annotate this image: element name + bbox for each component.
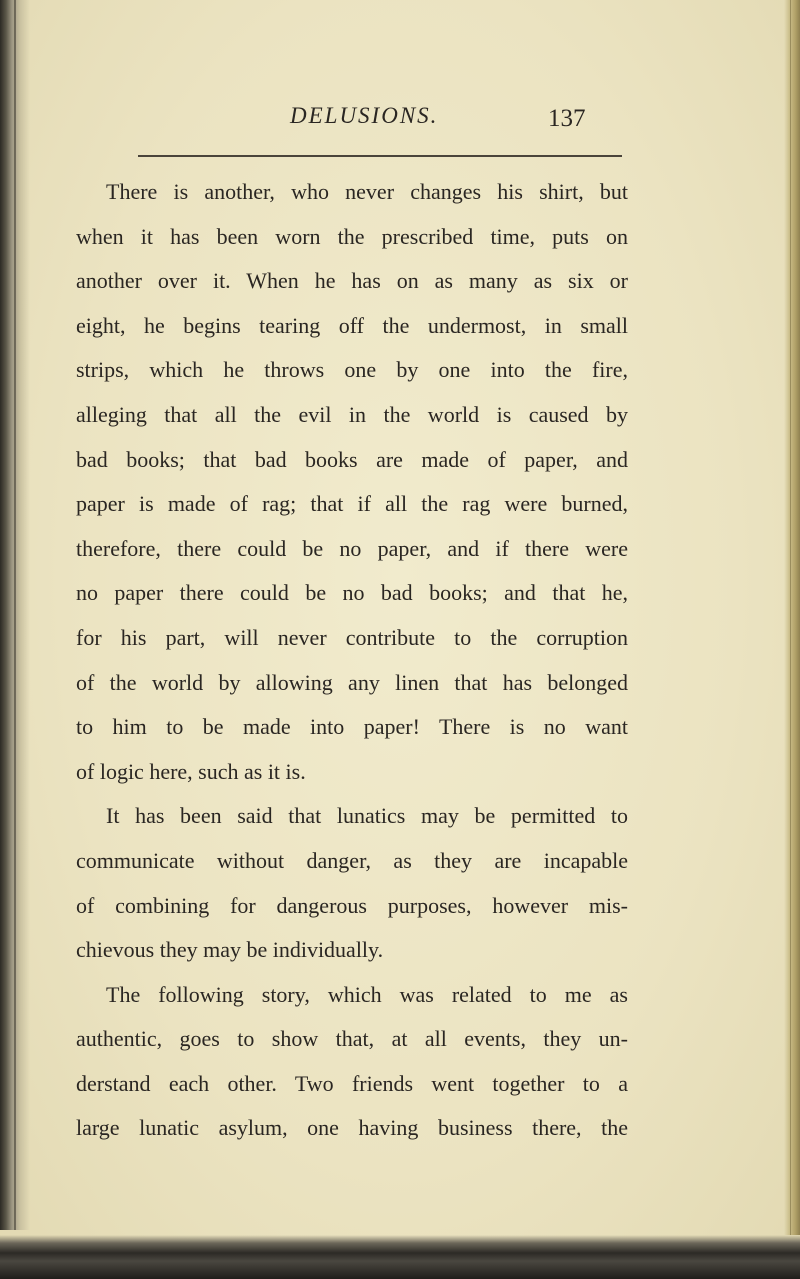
binding-line xyxy=(14,0,16,1230)
text-line: derstand each other. Two friends went together to a xyxy=(76,1070,628,1096)
running-title: DELUSIONS. xyxy=(290,103,439,128)
page-edge-line xyxy=(790,0,791,1235)
text-line: no paper there could be no bad books; and that he, xyxy=(76,580,628,606)
text-line: chievous they may be individually. xyxy=(76,937,384,963)
text-line: of combining for dangerous purposes, however mis- xyxy=(76,892,628,918)
text-line: authentic, goes to show that, at all events, they un- xyxy=(76,1026,628,1052)
text-line: communicate without danger, as they are incapable xyxy=(76,847,628,873)
text-line: alleging that all the evil in the world is caused by xyxy=(76,401,628,427)
text-line: another over it. When he has on as many as six or xyxy=(76,268,628,294)
text-line: The following story, which was related to me as xyxy=(106,981,628,1007)
text-line: of the world by allowing any linen that has belonged xyxy=(76,669,628,695)
text-line: strips, which he throws one by one into the fire, xyxy=(76,357,628,383)
text-line: paper is made of rag; that if all the rag were burned, xyxy=(76,491,628,517)
page-edge-right xyxy=(784,0,800,1235)
text-line: when it has been worn the prescribed time, puts on xyxy=(76,223,628,249)
text-line: eight, he begins tearing off the undermost, in small xyxy=(76,312,628,338)
text-line: therefore, there could be no paper, and if there were xyxy=(76,535,628,561)
page-number: 137 xyxy=(548,105,586,132)
text-line: It has been said that lunatics may be permitted to xyxy=(106,803,628,829)
text-line: bad books; that bad books are made of paper, and xyxy=(76,446,628,472)
running-header xyxy=(0,103,800,139)
body-text xyxy=(76,170,628,1151)
page-edge-bottom xyxy=(0,1235,800,1279)
header-rule xyxy=(138,155,622,157)
text-line: for his part, will never contribute to the corruption xyxy=(76,624,628,650)
text-line: to him to be made into paper! There is no want xyxy=(76,714,628,740)
text-line: of logic here, such as it is. xyxy=(76,758,306,784)
text-line: large lunatic asylum, one having business there, the xyxy=(76,1115,628,1141)
text-line: There is another, who never changes his shirt, but xyxy=(106,179,628,204)
